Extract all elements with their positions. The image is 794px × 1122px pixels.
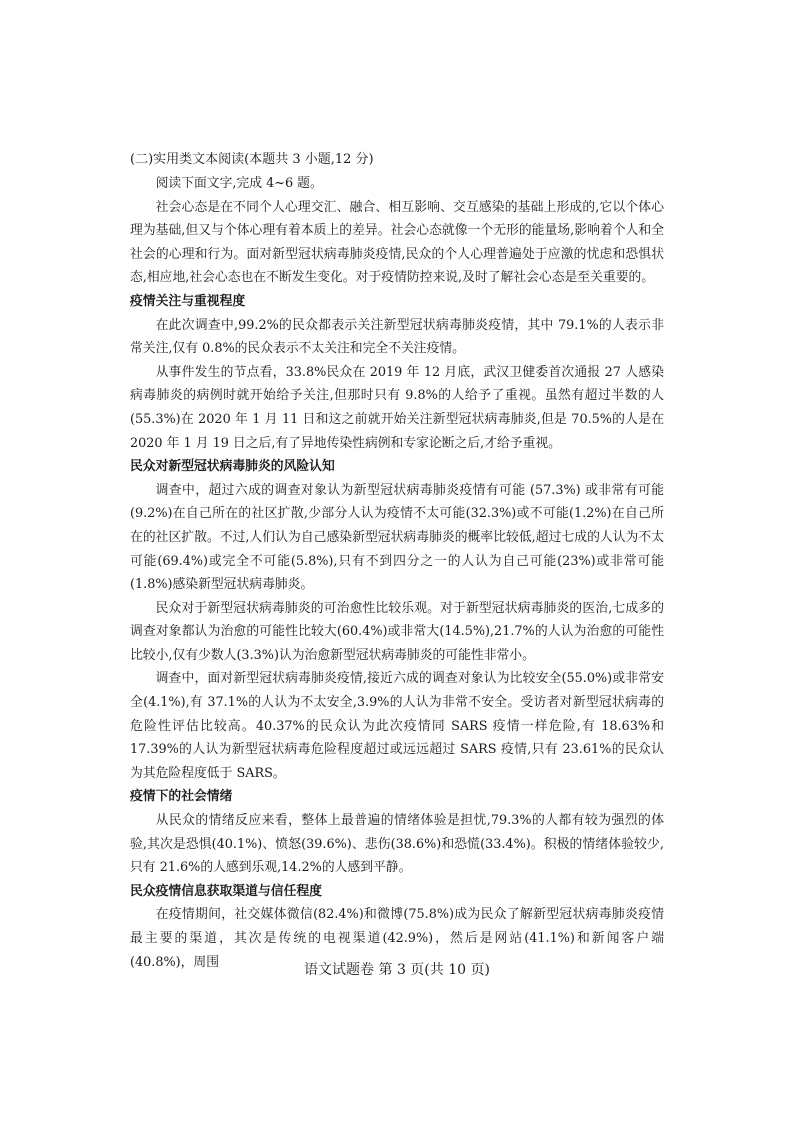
reading-instruction: 阅读下面文字,完成 4~6 题。 (155, 176, 323, 191)
section-heading: 疫情关注与重视程度 (130, 293, 246, 309)
body-paragraph: 民众对于新型冠状病毒肺炎的可治愈性比较乐观。对于新型冠状病毒肺炎的医治,七成多的调查对象都认为治愈的可能性比较大(60.4%)或非常大(14.5%),21.7%的人认为治愈的可能性比较小,仅有少数人(3.3%)认为治愈新型冠状病毒肺炎的可能性非常小。 (130, 600, 664, 663)
body-paragraph: 从民众的情绪反应来看，整体上最普遍的情绪体验是担忧,79.3%的人都有较为强烈的体验,其次是恐惧(40.1%)、愤怒(39.6%)、悲伤(38.6%)和恐慌(33.4%)。积极的情绪体验较少,只有 21.6%的人感到乐观,14.2%的人感到平静。 (130, 813, 664, 876)
section-title: (二)实用类文本阅读(本题共 3 小题,12 分) (130, 152, 374, 167)
body-paragraph: 从事件发生的节点看，33.8%民众在 2019 年 12 月底，武汉卫健委首次通报 27 人感染病毒肺炎的病例时就开始给予关注,但那时只有 9.8%的人给予了重视。虽然有超过半数的人(55.3%)在 2020 年 1 月 11 日和这之前就开始关注新型冠状病毒肺炎,但是 70.5%的人是在 2020 年 1 月 19 日之后,有了异地传染性病例和专家论断之后,才给予重视。 (130, 364, 664, 451)
section-heading: 民众对新型冠状病毒肺炎的风险认知 (130, 459, 335, 475)
section-heading: 疫情下的社会情绪 (130, 789, 233, 805)
body-paragraph: 调查中，超过六成的调查对象认为新型冠状病毒肺炎疫情有可能 (57.3%) 或非常有可能(9.2%)在自己所在的社区扩散,少部分人认为疫情不太可能(32.3%)或不可能(1.2%)在自己所在的社区扩散。不过,人们认为自己感染新型冠状病毒肺炎的概率比较低,超过七成的人认为不太可能(69.4%)或完全不可能(5.8%),只有不到四分之一的人认为自己可能(23%)或非常可能(1.8%)感染新型冠状病毒肺炎。 (130, 482, 664, 593)
section-heading: 民众疫情信息获取渠道与信任程度 (130, 883, 322, 899)
section-attention (130, 290, 664, 455)
page-footer: 语文试题卷 第 3 页(共 10 页) (304, 962, 490, 978)
section-risk-perception (130, 455, 664, 785)
intro-paragraph: 社会心态是在不同个人心理交汇、融合、相互影响、交互感染的基础上形成的,它以个体心理为基础,但又与个体心理有着本质上的差异。社会心态就像一个无形的能量场,影响着个人和全社会的心理和行为。面对新型冠状病毒肺炎疫情,民众的个人心理普遍处于应激的忧虑和恐惧状态,相应地,社会心态也在不断发生变化。对于疫情防控来说,及时了解社会心态是至关重要的。 (130, 199, 664, 286)
exam-page-content (130, 148, 664, 974)
body-paragraph: 在疫情期间，社交媒体微信(82.4%)和微博(75.8%)成为民众了解新型冠状病毒肺炎疫情最主要的渠道，其次是传统的电视渠道(42.9%)，然后是网站(41.1%)和新闻客户端(40.8%)，周围 (130, 907, 664, 970)
body-paragraph: 在此次调查中,99.2%的民众都表示关注新型冠状病毒肺炎疫情，其中 79.1%的人表示非常关注,仅有 0.8%的民众表示不太关注和完全不关注疫情。 (130, 317, 664, 357)
body-paragraph: 调查中，面对新型冠状病毒肺炎疫情,接近六成的调查对象认为比较安全(55.0%)或非常安全(4.1%),有 37.1%的人认为不太安全,3.9%的人认为非常不安全。受访者对新型冠状病毒的危险性评估比较高。40.37%的民众认为此次疫情同 SARS 疫情一样危险,有 18.63%和 17.39%的人认为新型冠状病毒危险程度超过或远远超过 SARS 疫情,只有 23.61%的民众认为其危险程度低于 SARS。 (130, 671, 664, 781)
section-social-emotion (130, 785, 664, 879)
